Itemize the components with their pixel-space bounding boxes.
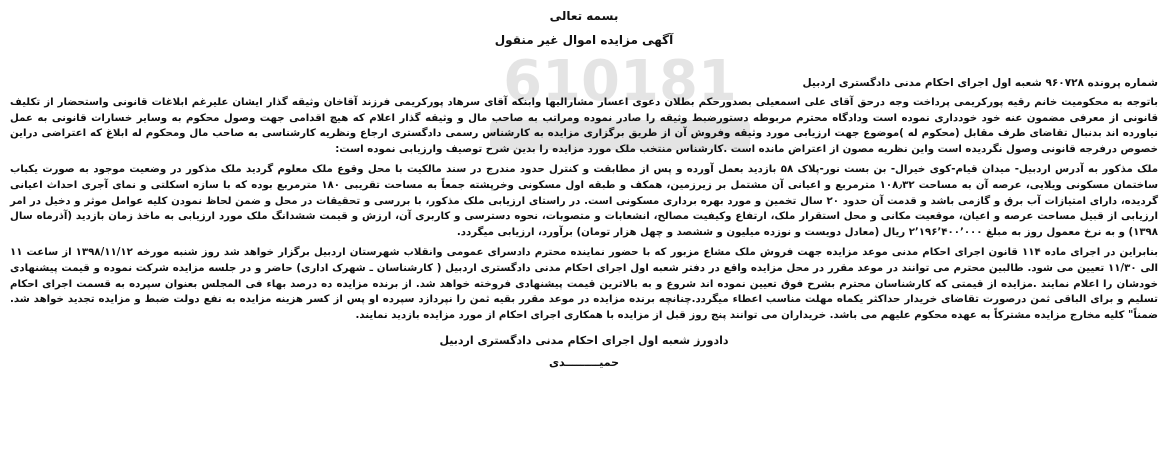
notice-title: آگهی مزایده اموال غیر منقول bbox=[494, 33, 674, 47]
watermark-number: 610181 bbox=[503, 49, 737, 114]
paragraph-background: باتوجه به محکومیت خانم رقیه پورکریمی پرداخت وجه درحق آقای علی اسمعیلی بصدورحکم بطلان دعوی اعسار مشارالیها وابنکه آقای سرهاد پورکریمی فرزند آقاخان وثیقه گذار ایشان علیرغم ابلاغات قانونی واستحضار از تکلیف قانونی از معرفی مضمون عنه خود خودداری نموده است ودادگاه محترم مربوطه دستورضبط وثیقه را صادر نموده ومراتب به صاحب مال و وثیقه گذار اعلام که هیچ اقدامی جهت وصول محکوم به وسایر خسارات قانونی به عمل نیاورده اند بدنبال تقاضای طرف مقابل (محکوم له )موضوع جهت ارزیابی مورد وثیقه وفروش آن از طریق برگزاری مزایده به کارشناس رسمی دادگستری ارجاع ونظریه کارشناسی به صاحب مال ومحکوم له ابلاغ که اعتراضی دراین خصوص درفرجه قانونی وصول نگردیده است واین نظریه مصون از اعتراض مانده است .کارشناس منتخب ملک مورد مزایده را بدین شرح توصیف وارزیابی نموده است: bbox=[10, 97, 1158, 155]
paragraph-property-description: ملک مذکور به آدرس اردبیل- میدان قیام-کوی خیرال- بن بست نور-پلاک ۵۸ بازدید بعمل آورده و پس از مطابقت و کنترل حدود مندرج در سند مالکیت با محل وقوع ملک معلوم گردید ملک مذکور در وضعیت موجود به صورت یکباب ساختمان مسکونی ویلایی، عرصه آن به مساحت ۱۰۸٫۳۲ مترمربع و اعیانی آن مشتمل بر زیرزمین، همکف و طبقه اول مسکونی وخرپشته جمعاً به مساحت تقریبی ۱۸۰ مترمربع بوده که با سازه اسکلتی و نمای آجری احداث اعیانی گردیده، دارای امتیازات آب برق و گازمی باشد و قدمت آن حدود ۲۰ سال تخمین و مورد بهره برداری مسکونی است. در راستای ارزیابی ملک مذکور، با بررسی و تحقیقات در محل و ضمن لحاظ نمودن کلیه عوامل موثر و دخیل در امر ارزیابی از قبیل مساحت عرصه و اعیان، موقعیت مکانی و محل استقرار ملک، ارتفاع وکیفیت مصالح، انشعابات و متصوبات، نحوه دسترسی و کاربری آن، ارزش و قیمت ششدانگ ملک مورد ارزیابی به ماخذ زمان بازدید (آذرماه سال ۱۳۹۸) و به نرخ معمول روز به مبلغ ۲٬۱۹۶٬۴۰۰٬۰۰۰ ریال (معادل دویست و نوزده میلیون و ششصد و چهل هزار تومان) برآورد، ارزیابی میگردد. bbox=[10, 164, 1159, 238]
signature-title: دادورز شعبه اول اجرای احکام مدنی دادگستری اردبیل bbox=[439, 334, 729, 348]
case-number-line: شماره پرونده ۹۶۰۷۲۸ شعبه اول اجرای احکام مدنی دادگستری اردبیل bbox=[802, 77, 1158, 89]
signer-name: حمی‍ـــــــــدی bbox=[548, 356, 620, 370]
paragraph-auction-terms: بنابراین در اجرای ماده ۱۱۴ قانون اجرای احکام مدنی موعد مزایده جهت فروش ملک مشاع مزبور که با حضور نماینده محترم دادسرای عمومی وانقلاب شهرستان اردبیل برگزار خواهد شد روز شنبه مورخه ۱۳۹۸/۱۱/۱۲ از ساعت ۱۱ الی ۱۱/۳۰ تعیین می شود. طالبین محترم می توانند در موعد مقرر در محل مزایده واقع در دفتر شعبه اول اجرای احکام مدنی دادگستری اردبیل ( کارشناسان ـ شهرک اداری) حاضر و در جلسه مزایده شرکت نموده و قیمت پیشنهادی خودشان را اعلام نمایند .مزایده از قیمتی که کارشناسان محترم بشرح فوق تعیین نموده اند شروع و به بالاترین قیمت پیشنهادی فروخته خواهد شد. از برنده مزایده ده درصد بهاء فی المجلس بعنوان سپرده به قسمت اجرای احکام تسلیم و برای الباقی ثمن درصورت تقاضای خریدار حداکثر یکماه مهلت مناسب اعطاء میگردد.چنانچه برنده مزایده در موعد مقرر بقیه ثمن را نپردازد سپرده او پس از کسر هزینه مزایده به نفع دولت ضبط و مزایده تجدید خواهد شد. ضمناً" کلیه مخارج مزایده مشترکاً به عهده محکوم علیهم می باشد. خریداران می توانند پنج روز قبل از مزایده با همکاری اجرای احکام از مورد مزایده بازدید نمایند. bbox=[10, 247, 1159, 321]
bismillah-heading: بسمه تعالی bbox=[549, 9, 619, 23]
